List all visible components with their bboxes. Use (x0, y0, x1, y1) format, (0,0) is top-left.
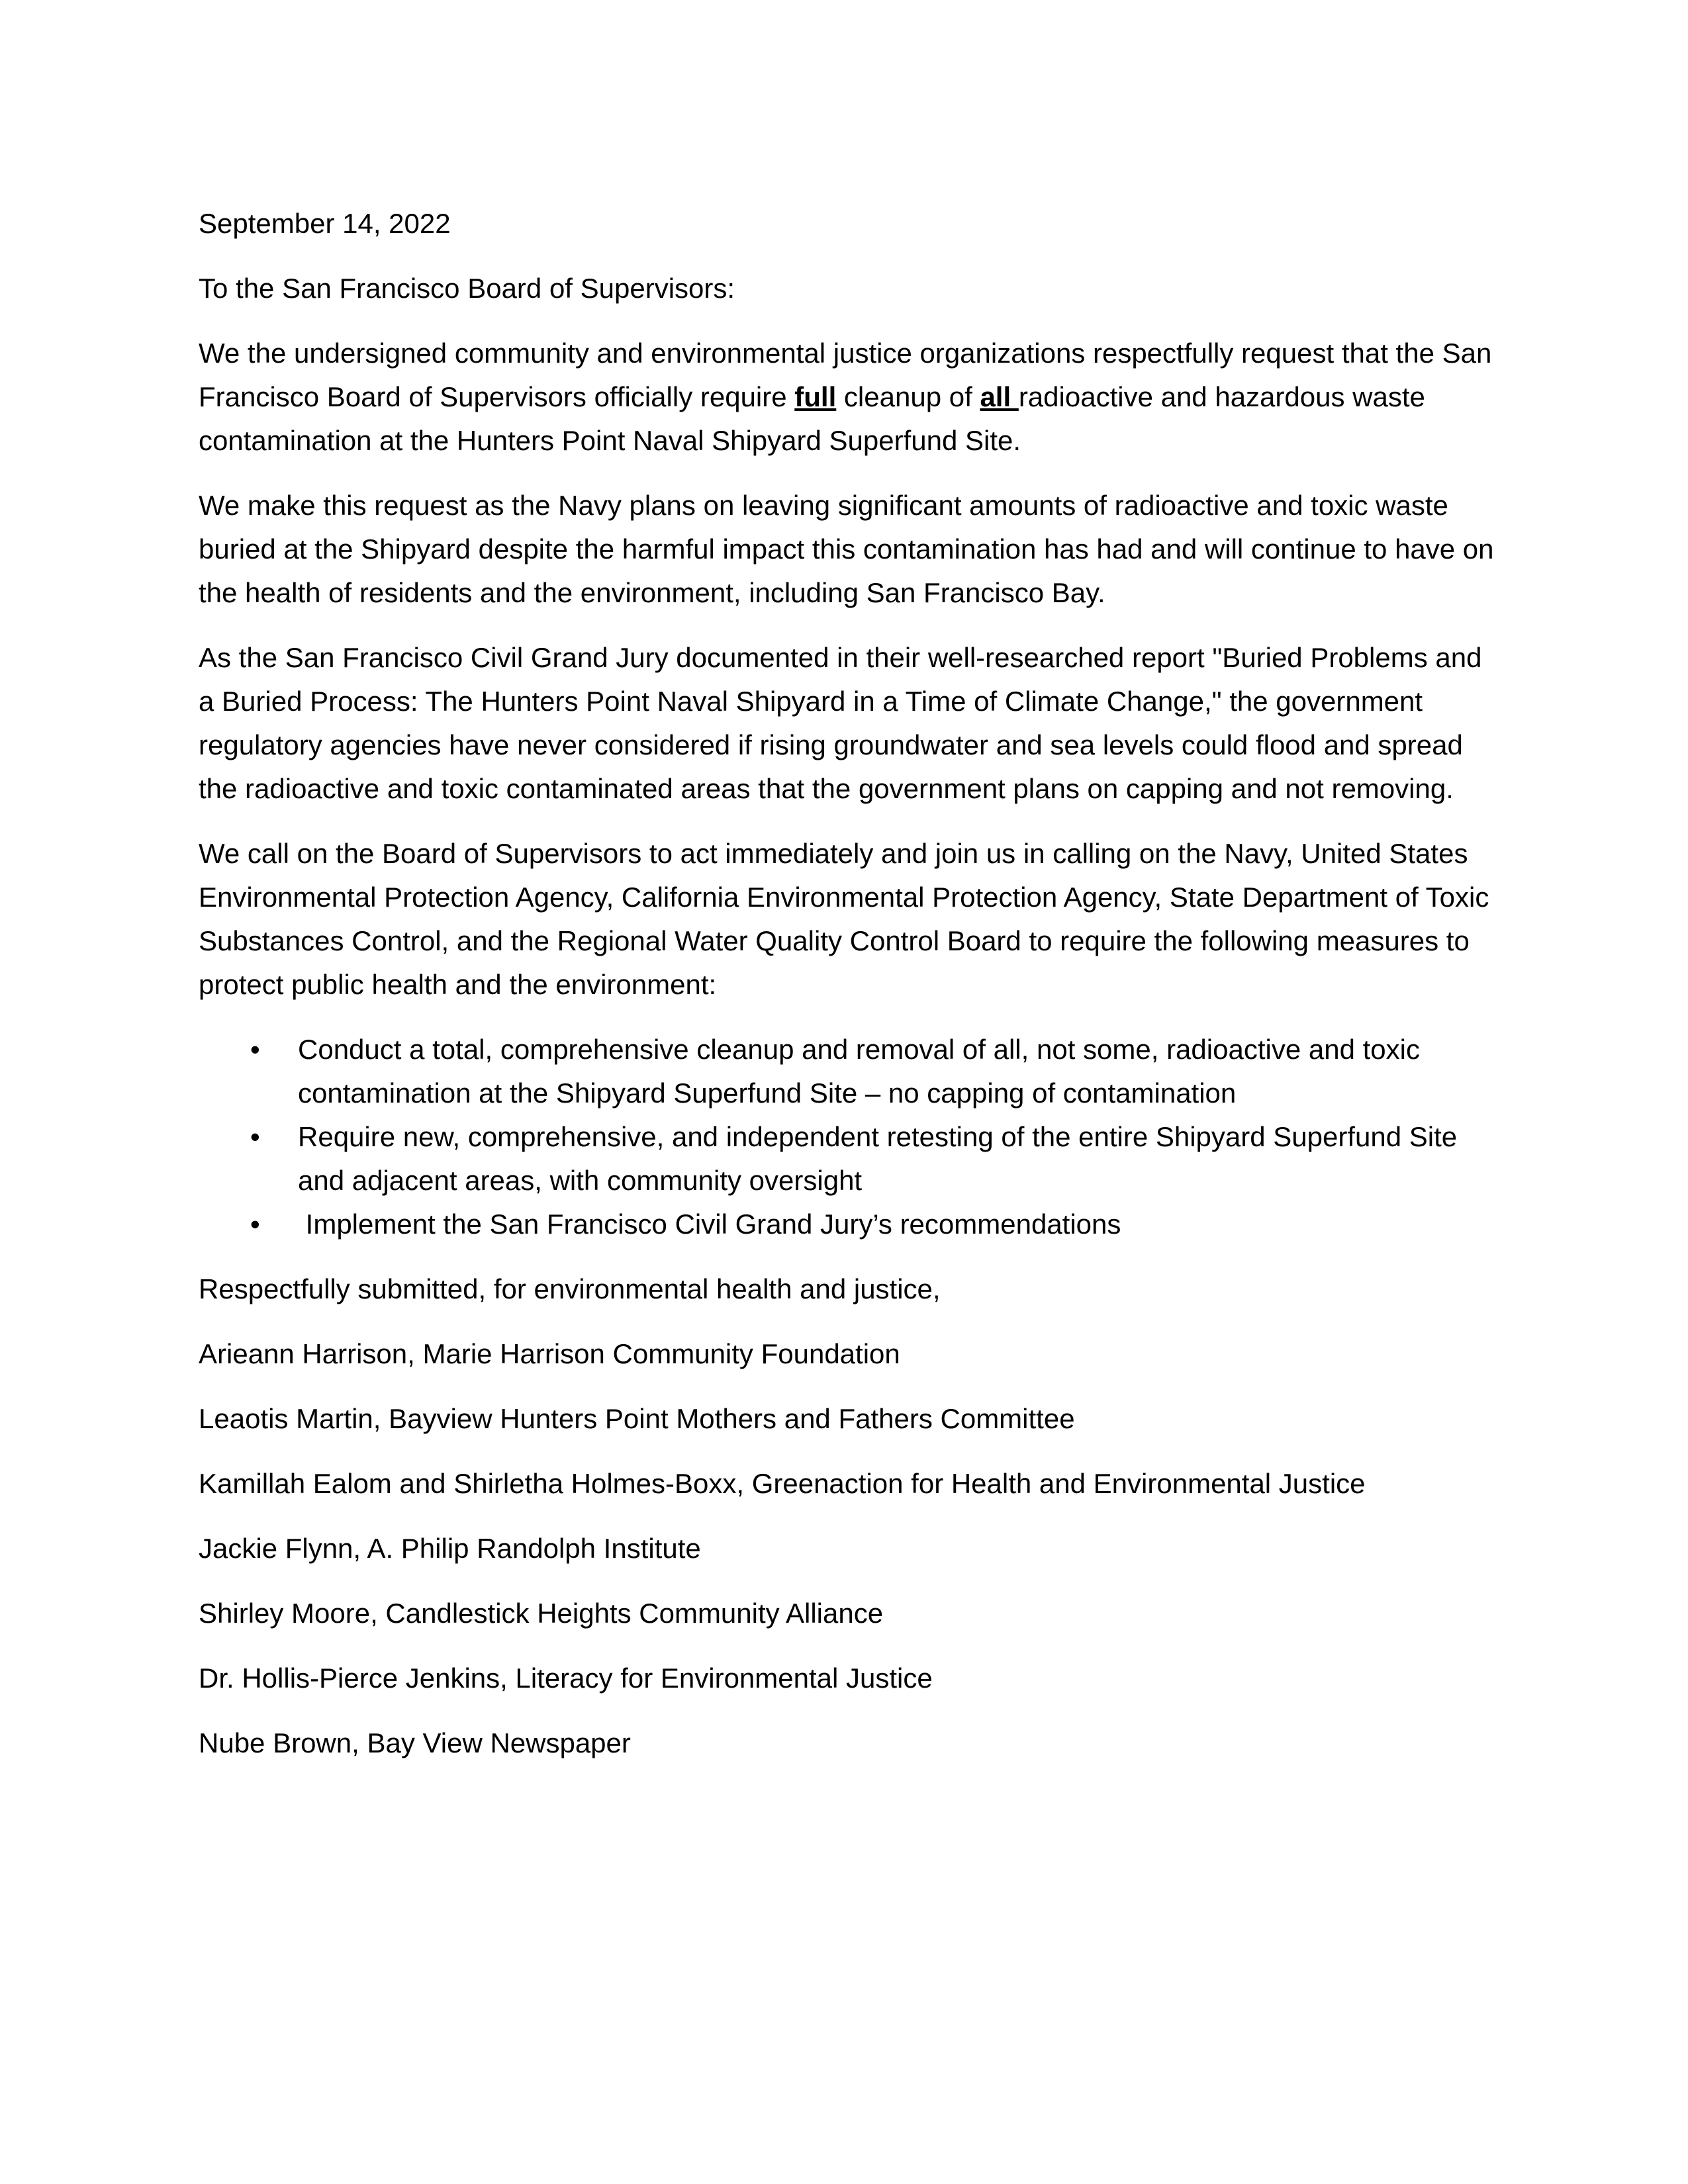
signatory: Leaotis Martin, Bayview Hunters Point Mothers and Fathers Committee (199, 1403, 1075, 1434)
paragraph-request-text-b: cleanup of (836, 381, 980, 412)
paragraph-grand-jury: As the San Francisco Civil Grand Jury documented in their well-researched report "Buried Problems and a Buried Process: The Hunters Point Naval Shipyard in a Time of Climate Change," the government regulatory agencies have never considered if rising groundwater and sea levels could flood and spread the radioactive and toxic contaminated areas that the government plans on capping and not removing. (199, 642, 1482, 804)
paragraph-navy-plans: We make this request as the Navy plans on leaving significant amounts of radioactive and toxic waste buried at the Shipyard despite the harmful impact this contamination has had and will continue to have on the health of residents and the environment, including San Francisco Bay. (199, 490, 1494, 608)
signatory: Kamillah Ealom and Shirletha Holmes-Boxx, Greenaction for Health and Environmental Justice (199, 1468, 1366, 1499)
list-item (199, 1115, 1496, 1203)
letter-page (199, 202, 1496, 1786)
paragraph-request-text-a: We the undersigned community and environmental justice organizations respectfully request that the San Francisco Board of Supervisors officially require (199, 338, 1492, 412)
paragraph-call-to-action: We call on the Board of Supervisors to act immediately and join us in calling on the Navy, United States Environmental Protection Agency, California Environmental Protection Agency, State Department of Toxic Substances Control, and the Regional Water Quality Control Board to require the following measures to protect public health and the environment: (199, 838, 1489, 1000)
letter-salutation: To the San Francisco Board of Supervisors: (199, 273, 735, 304)
signatory: Arieann Harrison, Marie Harrison Community Foundation (199, 1338, 900, 1369)
paragraph-request-text-c: radioactive and hazardous waste contamination at the Hunters Point Naval Shipyard Superfund Site. (199, 381, 1425, 456)
signatory: Nube Brown, Bay View Newspaper (199, 1727, 631, 1758)
measure-text: Conduct a total, comprehensive cleanup and removal of all, not some, radioactive and toxic contamination at the Shipyard Superfund Site – no capping of contamination (298, 1034, 1420, 1109)
measure-text: Require new, comprehensive, and independent retesting of the entire Shipyard Superfund Site and adjacent areas, with community oversight (298, 1121, 1458, 1196)
list-item (199, 1203, 1496, 1246)
list-item (199, 1028, 1496, 1115)
letter-closing: Respectfully submitted, for environmental health and justice, (199, 1273, 941, 1304)
signatory: Dr. Hollis-Pierce Jenkins, Literacy for Environmental Justice (199, 1662, 933, 1694)
signatory: Shirley Moore, Candlestick Heights Community Alliance (199, 1598, 884, 1629)
measure-text: Implement the San Francisco Civil Grand Jury’s recommendations (298, 1208, 1121, 1240)
letter-date: September 14, 2022 (199, 208, 451, 239)
bullet-icon: • (250, 1208, 260, 1240)
bullet-icon: • (250, 1121, 260, 1152)
emphasis-full: full (794, 381, 837, 412)
signatory: Jackie Flynn, A. Philip Randolph Institute (199, 1533, 701, 1564)
measures-list (199, 1028, 1496, 1246)
bullet-icon: • (250, 1034, 260, 1065)
paragraph-request (199, 332, 1496, 463)
emphasis-all: all (980, 381, 1019, 412)
